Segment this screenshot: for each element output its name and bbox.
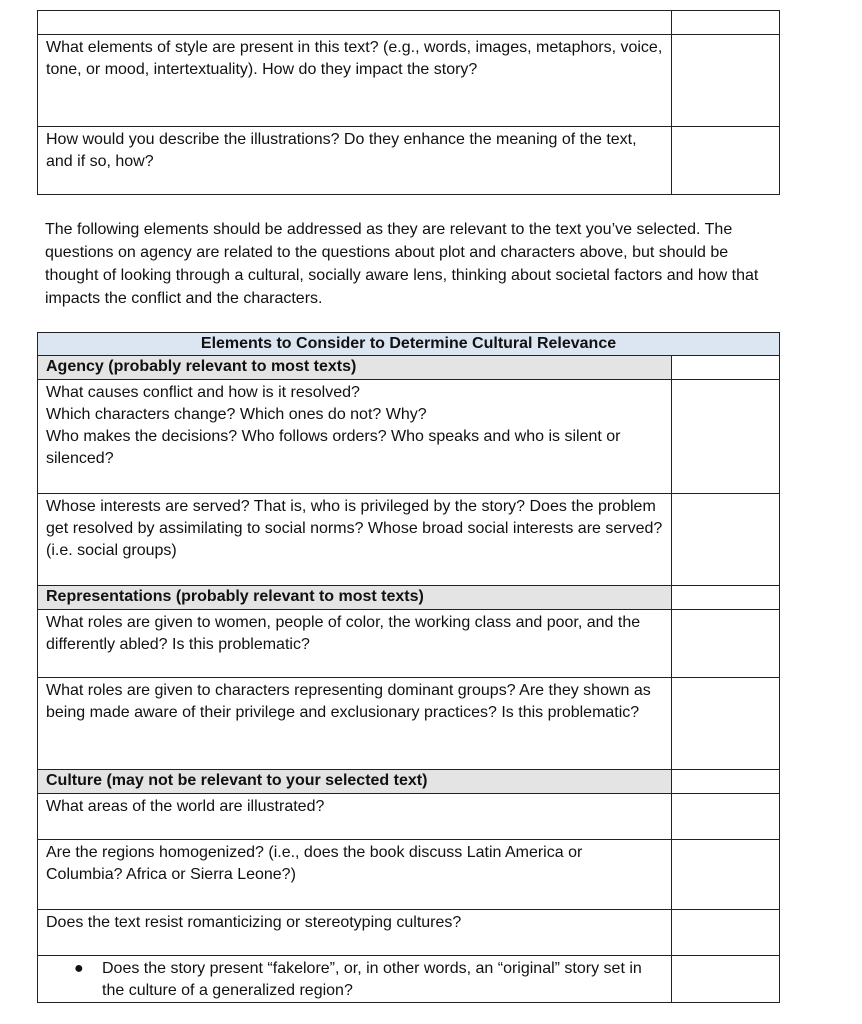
answer-cell[interactable] [672,494,780,586]
agency-question-1 [38,380,672,494]
intro-paragraph: The following elements should be addressed as they are relevant to the text you’ve selected. The questions on agency are related to the questions about plot and characters above, but should be thought of looking through a cultural, socially aware lens, thinking about societal factors and how that impacts the conflict and the characters. [45,221,759,307]
question-line: Which characters change? Which ones do not? Why? [46,406,427,423]
bullet-item [46,958,663,1002]
culture-question-2: Are the regions homogenized? (i.e., does the book discuss Latin America or Columbia? Africa or Sierra Leone?) [38,840,672,910]
answer-cell[interactable] [672,794,780,840]
section-heading-agency: Agency (probably relevant to most texts) [38,356,672,380]
cultural-relevance-table [37,332,780,1003]
answer-cell[interactable] [672,910,780,956]
answer-cell[interactable] [672,678,780,770]
answer-cell[interactable] [672,356,780,380]
table-header: Elements to Consider to Determine Cultural Relevance [38,333,780,356]
culture-question-1: What areas of the world are illustrated? [38,794,672,840]
bullet-text: Does the story present “fakelore”, or, in other words, an “original” story set in the culture of a generalized region? [102,960,642,999]
culture-question-4 [38,956,672,1003]
answer-cell[interactable] [672,35,780,127]
answer-cell[interactable] [672,586,780,610]
representations-question-2: What roles are given to characters representing dominant groups? Are they shown as being made aware of their privilege and exclusionary practices? Is this problematic? [38,678,672,770]
answer-cell[interactable] [672,770,780,794]
representations-question-1: What roles are given to women, people of color, the working class and poor, and the differently abled? Is this problematic? [38,610,672,678]
agency-question-2: Whose interests are served? That is, who is privileged by the story? Does the problem get resolved by assimilating to social norms? Whose broad social interests are served? (i.e. social groups) [38,494,672,586]
table1-blank-cell [38,11,672,35]
illustrations-question: How would you describe the illustrations? Do they enhance the meaning of the text, and if so, how? [38,127,672,195]
answer-cell[interactable] [672,127,780,195]
bullet-icon: ● [74,960,84,977]
style-questions-table [37,10,780,195]
answer-cell[interactable] [672,840,780,910]
section-heading-culture: Culture (may not be relevant to your selected text) [38,770,672,794]
answer-cell[interactable] [672,380,780,494]
answer-cell[interactable] [672,11,780,35]
answer-cell[interactable] [672,610,780,678]
culture-question-3: Does the text resist romanticizing or stereotyping cultures? [38,910,672,956]
answer-cell[interactable] [672,956,780,1003]
section-heading-representations: Representations (probably relevant to most texts) [38,586,672,610]
question-line: What causes conflict and how is it resolved? [46,384,360,401]
style-elements-question: What elements of style are present in this text? (e.g., words, images, metaphors, voice, tone, or mood, intertextuality). How do they impact the story? [38,35,672,127]
question-line: Who makes the decisions? Who follows orders? Who speaks and who is silent or silenced? [46,428,621,467]
